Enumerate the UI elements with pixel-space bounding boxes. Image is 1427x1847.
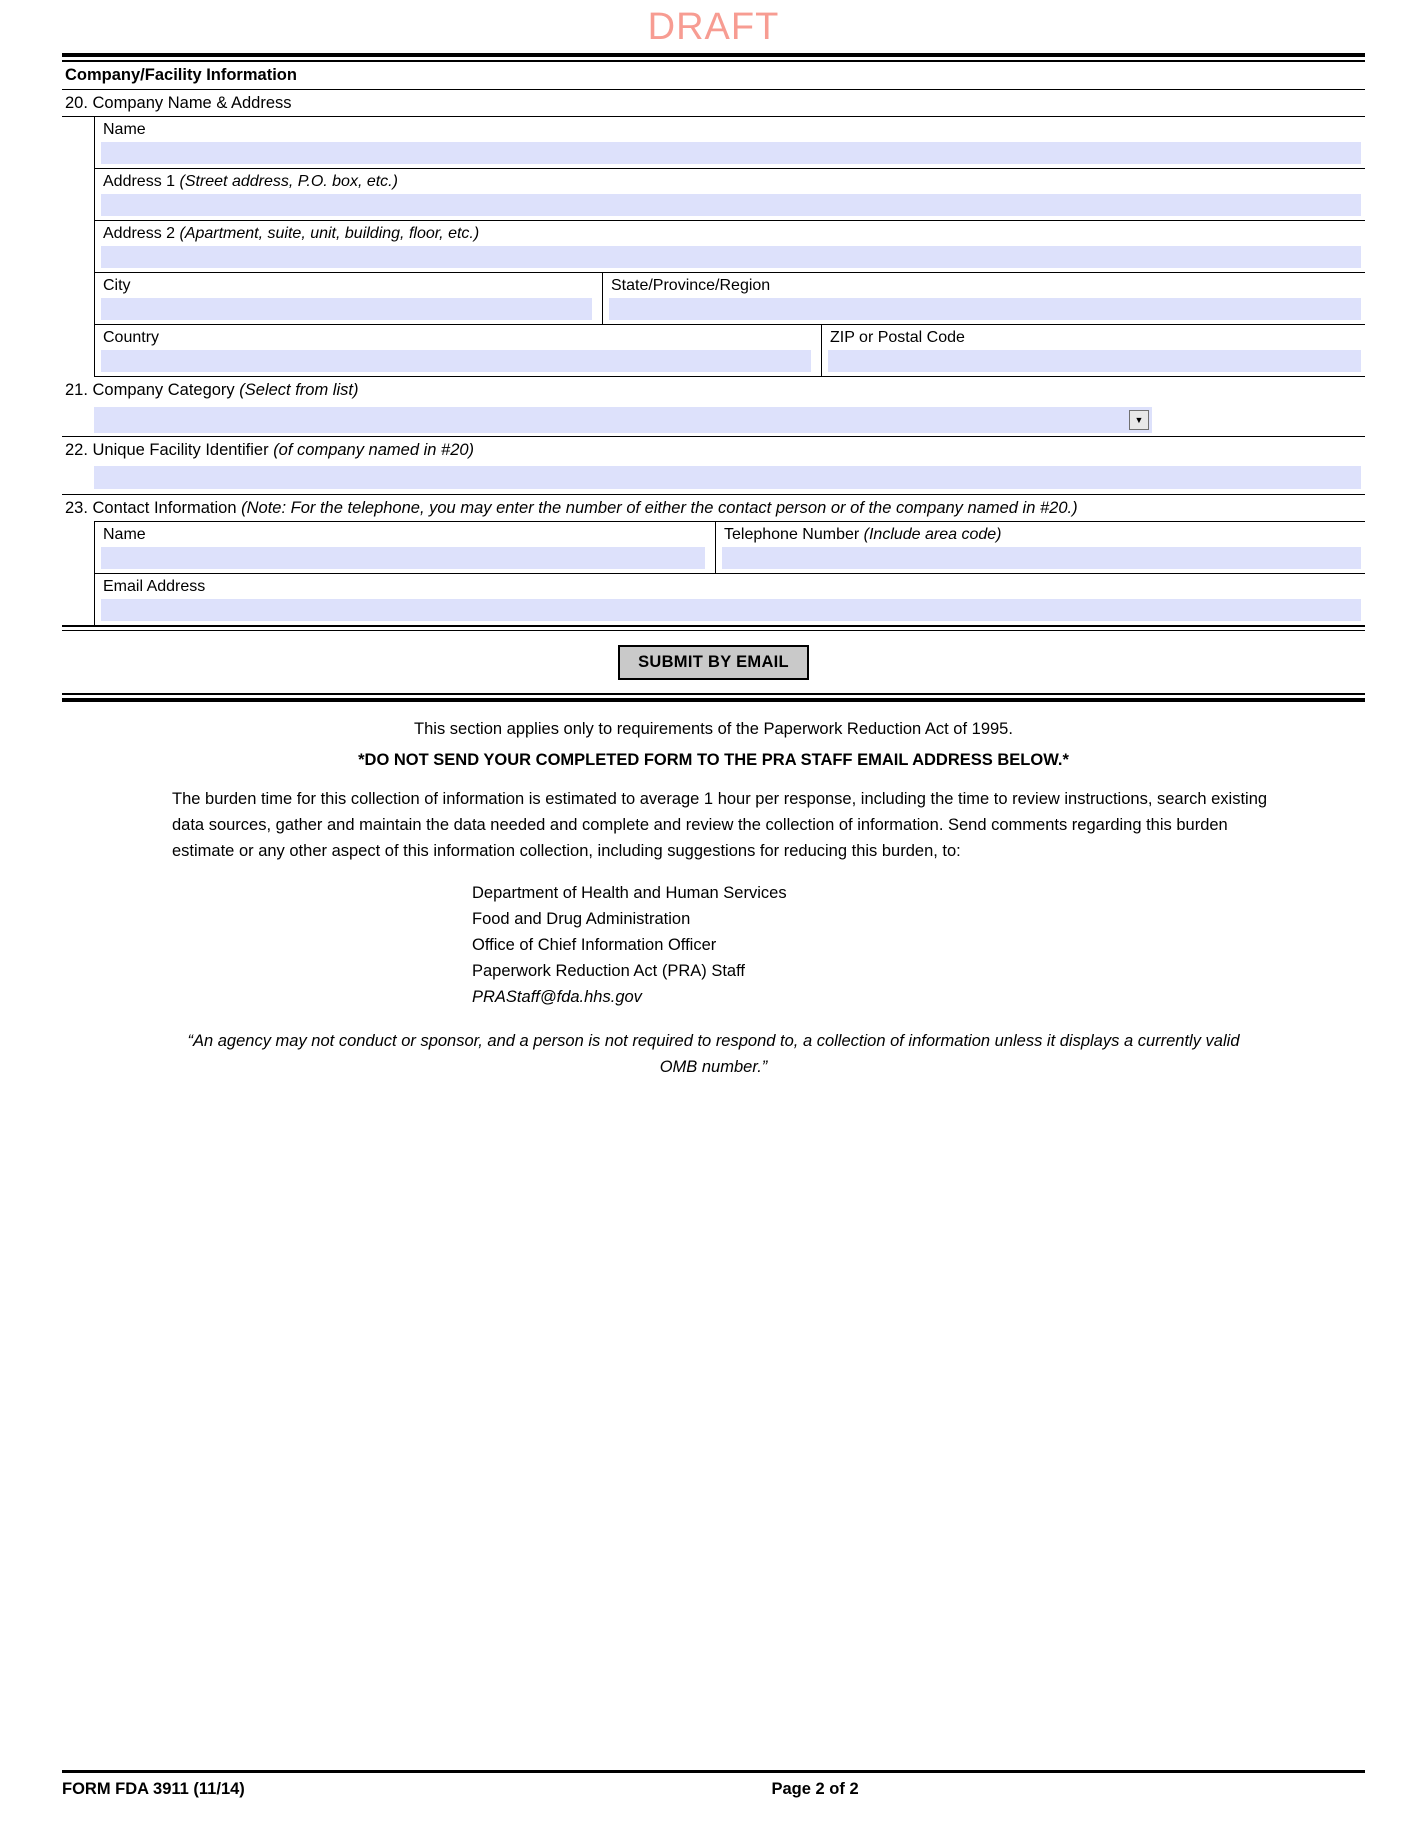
pra-address-line: Paperwork Reduction Act (PRA) Staff <box>472 962 745 980</box>
address1-cell <box>95 169 1365 220</box>
company-category-select[interactable] <box>94 407 1152 433</box>
country-zip-row <box>95 325 1365 377</box>
pra-email: PRAStaff@fda.hhs.gov <box>472 988 642 1006</box>
pra-address-line: Office of Chief Information Officer <box>472 936 717 954</box>
state-input[interactable] <box>609 298 1361 320</box>
question-21-label <box>62 377 1365 403</box>
pra-address-line: Food and Drug Administration <box>472 910 691 928</box>
submit-by-email-button[interactable]: SUBMIT BY EMAIL <box>618 645 809 680</box>
name-label: Name <box>103 121 146 138</box>
address2-label <box>101 224 1365 243</box>
pra-intro: This section applies only to requirements of the Paperwork Reduction Act of 1995. <box>414 720 1013 738</box>
name-row <box>95 117 1365 169</box>
email-row <box>95 574 1365 625</box>
footer-form-id: FORM FDA 3911 (11/14) <box>62 1780 245 1798</box>
submit-area <box>62 631 1365 693</box>
address2-input[interactable] <box>101 246 1361 268</box>
telephone-label-text: Telephone Number <box>724 526 864 543</box>
telephone-cell <box>715 522 1365 573</box>
address1-hint: (Street address, P.O. box, etc.) <box>179 173 398 190</box>
chevron-down-icon[interactable]: ▼ <box>1129 410 1149 430</box>
contact-name-cell <box>95 522 715 573</box>
question-21-label-text: 21. Company Category <box>65 381 240 399</box>
page-footer <box>62 1770 1365 1799</box>
question-20-label: 20. Company Name & Address <box>62 90 1365 117</box>
contact-name-input[interactable] <box>101 547 705 569</box>
draft-watermark: DRAFT <box>647 6 780 48</box>
state-label: State/Province/Region <box>611 277 771 294</box>
unique-facility-identifier-input[interactable] <box>94 466 1361 489</box>
question-23-label <box>62 495 1365 521</box>
question-23-label-text: 23. Contact Information <box>65 499 242 517</box>
form-content <box>62 53 1365 1080</box>
pra-address-line: Department of Health and Human Services <box>472 884 787 902</box>
city-cell <box>95 273 602 324</box>
question-22-hint: (of company named in #20) <box>273 441 475 459</box>
telephone-label <box>722 525 1365 544</box>
address2-row <box>95 221 1365 273</box>
address2-cell <box>95 221 1365 272</box>
footer-row <box>62 1773 1365 1799</box>
address2-label-text: Address 2 <box>103 225 180 242</box>
footer-page-number: Page 2 of 2 <box>771 1780 859 1798</box>
company-name-input[interactable] <box>101 142 1361 164</box>
pra-burden-statement: The burden time for this collection of information is estimated to average 1 hour per response, including the time to review instructions, search existing data sources, gather and maintain the data needed and complete and review the collection of information. Send comments regarding this burden estimate or any other aspect of this information collection, including suggestions for reducing this burden, to: <box>172 790 1268 860</box>
address2-hint: (Apartment, suite, unit, building, floor, etc.) <box>179 225 480 242</box>
pra-warning: *DO NOT SEND YOUR COMPLETED FORM TO THE PRA STAFF EMAIL ADDRESS BELOW.* <box>358 751 1069 769</box>
question-20-fields <box>94 117 1365 377</box>
email-label: Email Address <box>103 578 206 595</box>
zip-label: ZIP or Postal Code <box>830 329 965 346</box>
question-21-hint: (Select from list) <box>239 381 359 399</box>
footer-page-number-wrap <box>714 1780 1366 1799</box>
telephone-hint: (Include area code) <box>863 526 1002 543</box>
address1-label-text: Address 1 <box>103 173 180 190</box>
contact-name-phone-row <box>95 522 1365 574</box>
country-label: Country <box>103 329 160 346</box>
pra-quote: “An agency may not conduct or sponsor, and a person is not required to respond to, a collection of information unless it displays a currently valid OMB number.” <box>187 1032 1240 1076</box>
section-heading: Company/Facility Information <box>62 62 1365 90</box>
zip-cell <box>821 325 1365 376</box>
country-input[interactable] <box>101 350 811 372</box>
address1-label <box>101 172 1365 191</box>
question-23-fields <box>94 521 1365 625</box>
question-23-hint: (Note: For the telephone, you may enter the number of either the contact person or of the company named in #20.) <box>241 499 1078 517</box>
address1-input[interactable] <box>101 194 1361 216</box>
country-cell <box>95 325 821 376</box>
contact-name-label: Name <box>103 526 146 543</box>
city-label: City <box>103 277 131 294</box>
state-cell <box>602 273 1365 324</box>
name-cell <box>95 117 1365 168</box>
pra-address-block <box>472 880 1365 1010</box>
email-cell <box>95 574 1365 625</box>
zip-input[interactable] <box>828 350 1361 372</box>
city-input[interactable] <box>101 298 592 320</box>
telephone-input[interactable] <box>722 547 1361 569</box>
city-state-row <box>95 273 1365 325</box>
email-input[interactable] <box>101 599 1361 621</box>
question-22-label-text: 22. Unique Facility Identifier <box>65 441 274 459</box>
address1-row <box>95 169 1365 221</box>
question-22-label <box>62 437 1365 463</box>
